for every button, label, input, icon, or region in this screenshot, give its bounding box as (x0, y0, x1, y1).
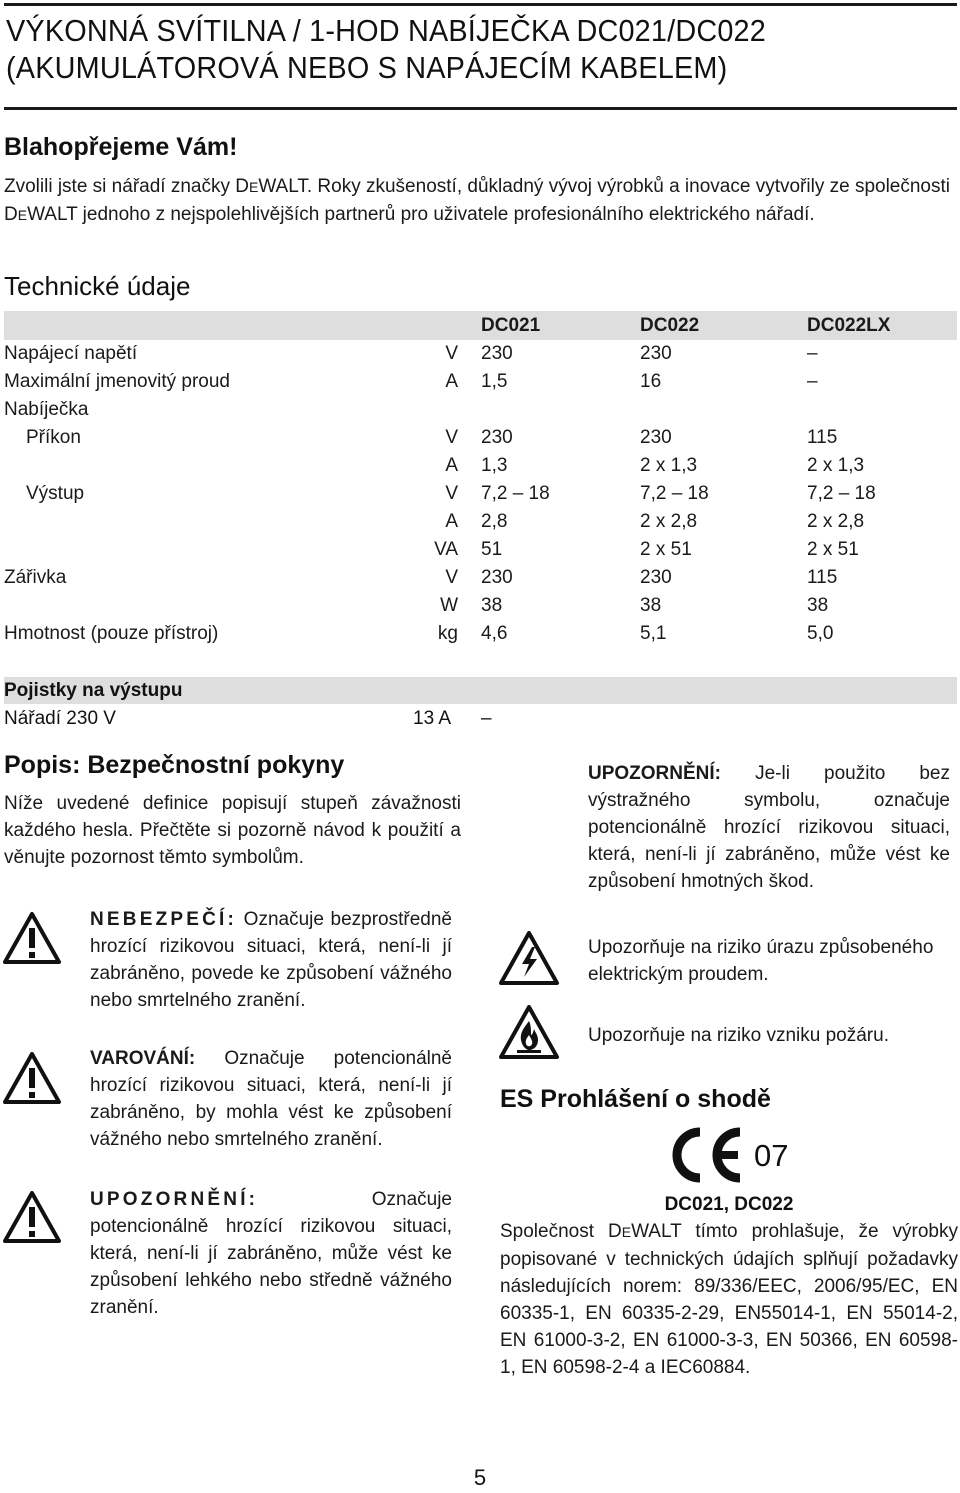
table-row (0, 480, 960, 508)
row-unit: kg (437, 623, 458, 644)
row-unit: V (445, 483, 458, 504)
row-label: Maximální jmenovitý proud (4, 371, 230, 392)
row-value: 16 (640, 371, 662, 392)
row-value: 230 (640, 427, 672, 448)
row-value: 38 (640, 595, 662, 616)
row-value: 230 (481, 567, 513, 588)
danger-label: NEBEZPEČÍ: (90, 909, 238, 930)
notice-text: Je-li použito bez výstražného symbolu, označuje potencionálně hrozící rizikovou situaci, která, není-li jí zabráněno, může vést ke způsobení hmotných škod. (588, 763, 951, 892)
table-row (0, 424, 960, 452)
row-value: 51 (481, 539, 503, 560)
row-value: 1,5 (481, 371, 508, 392)
caution-label: UPOZORNĚNÍ: (90, 1189, 259, 1210)
table-row (0, 368, 960, 396)
fuses-label: Nářadí 230 V (4, 708, 116, 729)
table-row (0, 340, 960, 368)
row-value: 2 x 1,3 (807, 455, 865, 476)
column-header: DC022 (640, 315, 700, 336)
row-unit: VA (434, 539, 458, 560)
fire-hazard-icon (498, 1004, 560, 1060)
row-unit: V (445, 427, 458, 448)
table-row (0, 536, 960, 564)
safety-heading: Popis: Bezpečnostní pokyny (4, 751, 345, 779)
row-value: 230 (640, 343, 672, 364)
title-bottom-rule (4, 107, 957, 110)
warning-label: VAROVÁNÍ: (90, 1048, 196, 1069)
row-value: 38 (807, 595, 829, 616)
row-unit: V (445, 343, 458, 364)
row-value: 230 (481, 427, 513, 448)
table-row (0, 396, 960, 424)
row-label: Hmotnost (pouze přístroj) (4, 623, 219, 644)
warning-text: Označuje potencionálně hrozící rizikovou situaci, která, není-li jí zabráněno, by mohla vést ke způsobení vážného nebo smrtelného zranění. (90, 1048, 452, 1150)
ce-number: 07 (754, 1138, 789, 1173)
row-label: Napájecí napětí (4, 343, 138, 364)
row-value: 38 (481, 595, 503, 616)
row-value: 2 x 1,3 (640, 455, 698, 476)
row-value: 115 (807, 427, 838, 448)
row-value: 7,2 – 18 (807, 483, 876, 504)
row-value: 115 (807, 567, 838, 588)
row-unit: A (445, 455, 458, 476)
row-unit: V (445, 567, 458, 588)
column-header: DC021 (481, 315, 541, 336)
table-row (0, 620, 960, 648)
danger-text: Označuje bezprostředně hrozící rizikovou situaci, která, není-li jí zabráněno, povede ke způsobení vážného nebo smrtelného zranění. (90, 909, 452, 1011)
row-unit: A (445, 511, 458, 532)
specs-header-row (0, 312, 960, 340)
warning-triangle-icon (2, 1190, 62, 1244)
column-header: DC022LX (807, 315, 891, 336)
conformity-heading: ES Prohlášení o shodě (500, 1085, 771, 1113)
row-label: Příkon (26, 427, 81, 448)
caution-text: Označuje potencionálně hrozící rizikovou situaci, která, není-li jí zabráněno, může vést ke způsobení lehkého nebo středně vážného zranění. (90, 1189, 452, 1318)
ce-mark-icon (666, 1126, 746, 1184)
fuses-value: 13 A (413, 708, 452, 729)
row-label: Výstup (26, 483, 85, 504)
conformity-text: Společnost DEWALT tímto prohlašuje, že výrobky popisované v technických údajích splňují požadavky následujících norem: 89/336/EEC, 2006/95/EC, EN 60335-1, EN 60335-2-29, EN55014-1, EN 55014-2, EN 61000-3-2, EN 61000-3-3, EN 50366, EN 60598-1, EN 60598-2-4 a IEC60884. (500, 1221, 958, 1378)
caution-block (90, 1186, 452, 1321)
table-row (0, 592, 960, 620)
warning-triangle-icon (2, 911, 62, 965)
conformity-models: DC021, DC022 (664, 1194, 794, 1215)
warning-triangle-icon (2, 1051, 62, 1105)
row-value: 4,6 (481, 623, 508, 644)
row-value: 5,0 (807, 623, 834, 644)
safety-intro: Níže uvedené definice popisují stupeň závažnosti každého hesla. Přečtěte si pozorně návod k použití a věnujte pozornost těmto symbolům. (4, 793, 461, 868)
row-value: 2 x 2,8 (640, 511, 698, 532)
fuses-heading: Pojistky na výstupu (4, 680, 183, 701)
row-value: 2 x 51 (640, 539, 692, 560)
table-row (0, 452, 960, 480)
row-unit: W (440, 595, 458, 616)
row-value: 1,3 (481, 455, 508, 476)
electric-shock-icon (498, 930, 560, 986)
row-value: 5,1 (640, 623, 667, 644)
row-value: 2 x 51 (807, 539, 859, 560)
row-label: Zářivka (4, 567, 67, 588)
danger-block (90, 906, 452, 1014)
electric-text: Upozorňuje na riziko úrazu způsobeného elektrickým proudem. (588, 937, 934, 985)
row-value: 7,2 – 18 (481, 483, 550, 504)
fire-text: Upozorňuje na riziko vzniku požáru. (588, 1025, 889, 1046)
top-rule (4, 3, 957, 6)
row-value: 2 x 2,8 (807, 511, 865, 532)
page-number: 5 (473, 1465, 487, 1490)
row-label: Nabíječka (4, 399, 89, 420)
row-unit: A (445, 371, 458, 392)
row-value: 7,2 – 18 (640, 483, 709, 504)
row-value: 2,8 (481, 511, 508, 532)
table-row (0, 564, 960, 592)
row-value: – (807, 343, 818, 364)
warning-block (90, 1045, 452, 1153)
specs-heading: Technické údaje (4, 271, 191, 301)
fuses-dash: – (481, 708, 492, 729)
notice-block (588, 760, 950, 895)
row-value: 230 (481, 343, 513, 364)
notice-label: UPOZORNĚNÍ: (588, 763, 721, 784)
page-title: VÝKONNÁ SVÍTILNA / 1-HOD NABÍJEČKA DC021/DC022 (AKUMULÁTOROVÁ NEBO S NAPÁJECÍM KABELEM) (6, 13, 766, 85)
intro-heading: Blahopřejeme Vám! (4, 133, 238, 161)
row-value: – (807, 371, 818, 392)
intro-paragraph: Zvolili jste si nářadí značky DEWALT. Roky zkušeností, důkladný vývoj výrobků a inovace vytvořily ze společnosti DEWALT jednoho z nejspolehlivějších partnerů pro uživatele profesionálního elektrického nářadí. (4, 176, 950, 225)
row-value: 230 (640, 567, 672, 588)
table-row (0, 508, 960, 536)
